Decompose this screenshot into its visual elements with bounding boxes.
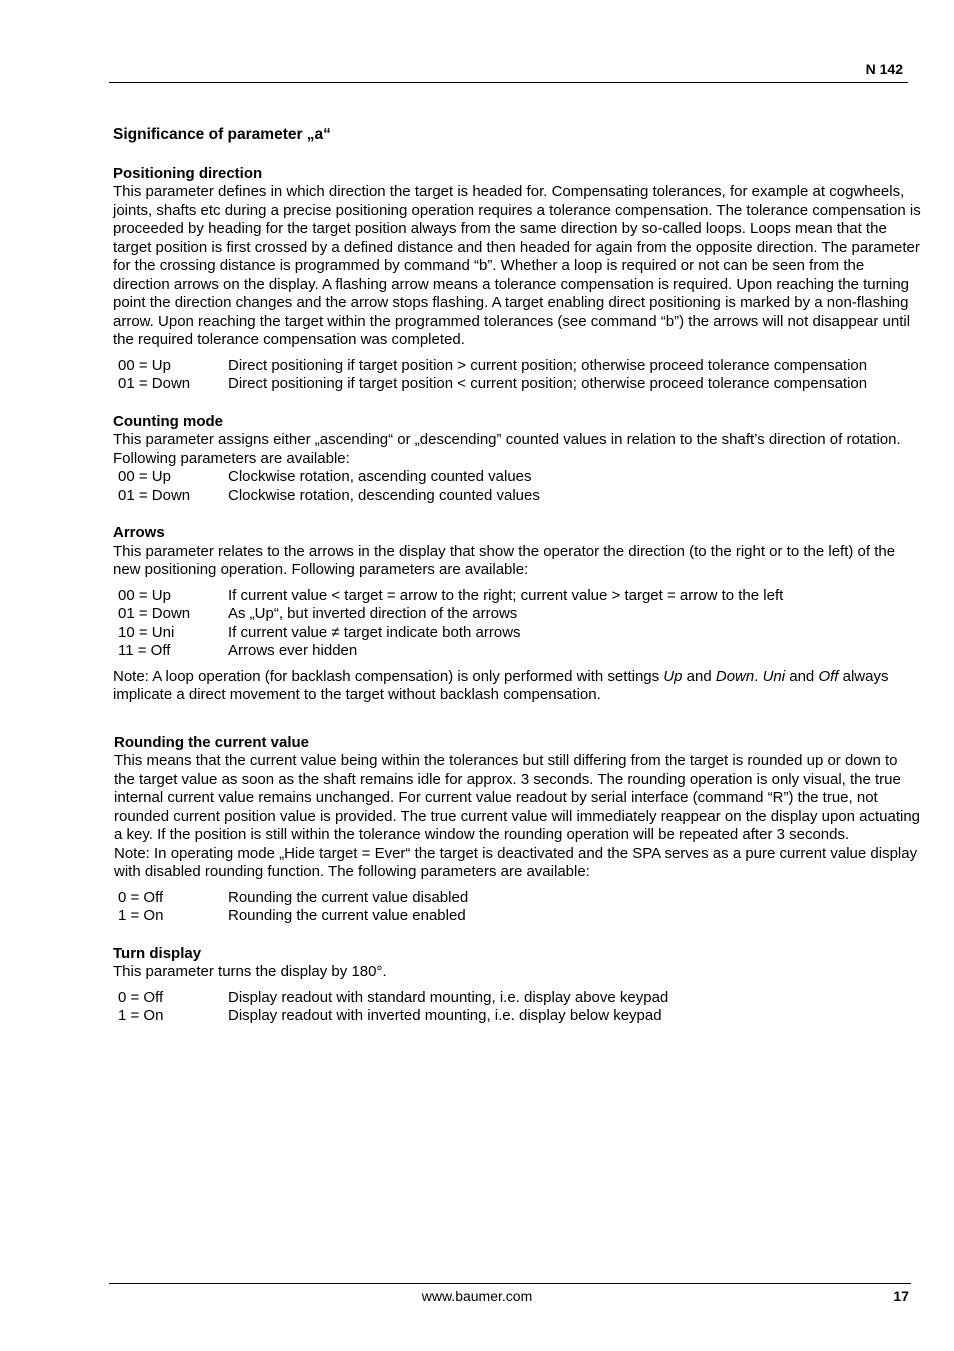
option-list: [113, 468, 921, 505]
option-code: 11 = Off: [118, 642, 171, 659]
option-code: 01 = Down: [118, 486, 191, 504]
option-desc: Clockwise rotation, ascending counted values: [228, 468, 532, 485]
note-text: Note: In operating mode „Hide target = Ever“ the target is deactivated and the SPA serves as a pure current value display with disabled rounding function. The following parameters are available:: [114, 844, 918, 880]
option-list: [113, 357, 921, 394]
section-turn-display: [113, 945, 921, 1026]
page-content: [113, 126, 921, 1045]
note-text: [113, 668, 921, 705]
option-desc: Rounding the current value enabled: [228, 907, 466, 924]
note-part: always implicate a direct movement to the target without backlash compensation.: [113, 667, 889, 703]
option-desc: Display readout with standard mounting, i.e. display above keypad: [228, 988, 669, 1006]
section-heading: Turn display: [113, 944, 202, 962]
section-counting-mode: [113, 413, 921, 506]
option-desc: Clockwise rotation, descending counted values: [228, 486, 540, 504]
option-desc: Display readout with inverted mounting, i.e. display below keypad: [228, 1007, 662, 1024]
option-desc: If current value ≠ target indicate both arrows: [228, 623, 521, 641]
option-code: 00 = Up: [118, 586, 171, 604]
option-row: [118, 989, 921, 1008]
option-desc: Arrows ever hidden: [228, 642, 358, 659]
option-desc: Rounding the current value disabled: [228, 888, 469, 906]
option-row: [118, 1007, 921, 1026]
option-code: 10 = Uni: [118, 623, 175, 641]
option-row: [118, 889, 921, 908]
option-row: [118, 624, 921, 643]
page-title: Significance of parameter „a“: [113, 126, 331, 143]
footer-website: www.baumer.com: [421, 1288, 533, 1304]
section-heading: Positioning direction: [113, 164, 263, 182]
note-part: and: [682, 667, 716, 685]
option-code: 1 = On: [118, 1007, 164, 1024]
option-row: [118, 642, 921, 661]
header-divider: [109, 82, 908, 83]
section-rounding: [113, 734, 921, 926]
option-row: [118, 375, 921, 394]
section-positioning-direction: [113, 165, 921, 394]
option-desc: As „Up“, but inverted direction of the arrows: [228, 605, 518, 622]
option-code: 1 = On: [118, 907, 164, 924]
option-row: [118, 605, 921, 624]
option-row: [118, 468, 921, 487]
option-list: [113, 587, 921, 661]
note-term-uni: Uni: [762, 667, 786, 685]
footer-divider: [109, 1283, 911, 1284]
option-row: [118, 487, 921, 506]
option-desc: If current value < target = arrow to the right; current value > target = arrow to the left: [228, 586, 784, 604]
section-heading: Rounding the current value: [114, 733, 310, 751]
option-desc: Direct positioning if target position < current position; otherwise proceed tolerance compensation: [228, 375, 868, 392]
document-id: N 142: [865, 61, 903, 77]
option-code: 0 = Off: [118, 888, 164, 906]
note-part: and: [785, 667, 819, 685]
section-body: This parameter relates to the arrows in the display that show the operator the direction (to the right or to the left) of the new positioning operation. Following parameters are available:: [113, 542, 896, 578]
option-list: [113, 989, 921, 1026]
option-code: 01 = Down: [118, 375, 191, 392]
section-heading: Counting mode: [113, 412, 223, 430]
option-code: 01 = Down: [118, 605, 191, 622]
section-body: This parameter turns the display by 180°.: [113, 963, 387, 980]
note-part: Note: A loop operation (for backlash compensation) is only performed with settings: [113, 667, 664, 685]
option-code: 0 = Off: [118, 988, 164, 1006]
note-term-down: Down: [715, 667, 755, 685]
section-arrows: [113, 524, 921, 705]
option-row: [118, 587, 921, 606]
note-term-off: Off: [818, 667, 839, 685]
note-part: .: [754, 667, 763, 685]
option-code: 00 = Up: [118, 356, 171, 374]
page-number: 17: [893, 1288, 909, 1304]
section-heading: Arrows: [113, 524, 165, 541]
section-body: This means that the current value being within the tolerances but still differing from the target is rounded up or down to the target value as soon as the shaft remains idle for approx. 3 seconds. The rounding operation is only visual, the true internal current value remains unchanged. For current value readout by serial interface (command “R”) the true, not rounded current position value is provided. The true current value will immediately reappear on the display upon actuating a key. If the position is still within the tolerance window the rounding operation will be repeated after 3 seconds.: [114, 752, 921, 843]
option-row: [118, 907, 921, 926]
section-body: This parameter defines in which direction the target is headed for. Compensating tolerances, for example at cogwheels, joints, shafts etc during a precise positioning operation requires a tolerance compensation. The tolerance compensation is proceeded by heading for the target position always from the same direction by so-called loops. Loops mean that the target position is first crossed by a defined distance and then headed for again from the opposite direction. The parameter for the crossing distance is programmed by command “b”. Whether a loop is required or not can be seen from the direction arrows on the display. A flashing arrow means a tolerance compensation is required. Upon reaching the turning point the direction changes and the arrow stops flashing. A target enabling direct positioning is marked by a non-flashing arrow. Upon reaching the target within the programmed tolerances (see command “b”) the arrows will not disappear until the required tolerance compensation was completed.: [113, 183, 921, 348]
section-body: This parameter assigns either „ascending“ or „descending” counted values in relation to the shaft’s direction of rotation. Following parameters are available:: [113, 431, 901, 467]
note-term-up: Up: [663, 667, 683, 685]
option-code: 00 = Up: [118, 468, 171, 485]
option-desc: Direct positioning if target position > current position; otherwise proceed tolerance compensation: [228, 356, 868, 374]
option-list: [114, 889, 921, 926]
option-row: [118, 357, 921, 376]
